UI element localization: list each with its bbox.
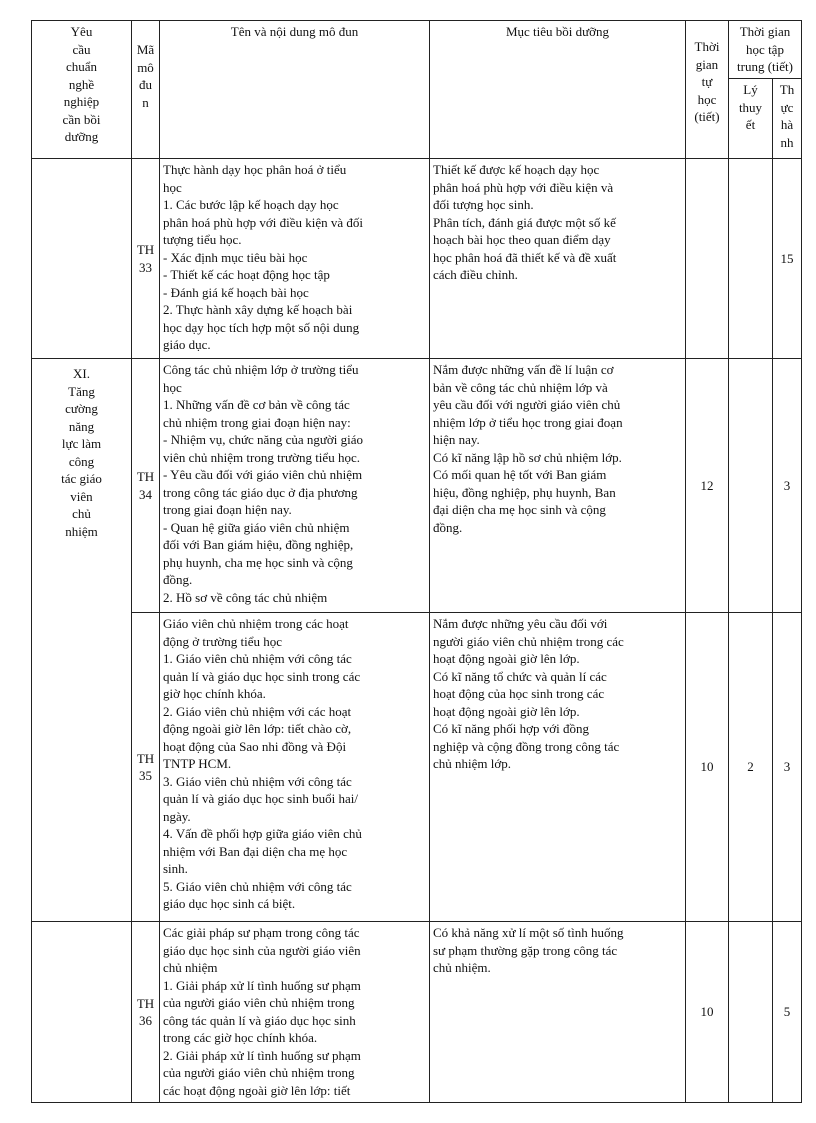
text-line: hoạt động của Sao nhi đồng và Đội (163, 738, 347, 754)
text-line: viên chủ nhiệm trong trường tiểu học. (163, 449, 360, 465)
text-line: năng (68, 418, 95, 434)
text-line: - Xác định mục tiêu bài học (163, 249, 308, 265)
text-line: ngày. (163, 808, 191, 824)
text-line: đại diện cha mẹ học sinh và cộng (433, 502, 606, 517)
text-line: 1. Các bước lập kế hoạch dạy học (163, 197, 339, 212)
text-line: quản lí và giáo dục học sinh buổi hai/ (163, 791, 358, 806)
text-line: hoạt động của học sinh trong các (433, 686, 605, 701)
practice-hours: 3 (773, 613, 802, 922)
header-requirement (32, 21, 132, 159)
text-line: Có khả năng xử lí một số tình huống (433, 925, 624, 940)
table-row (32, 359, 802, 613)
text-line: TH (136, 750, 155, 766)
text-line: - Yêu cầu đối với giáo viên chủ nhiệm (163, 467, 363, 482)
text-line: - Quan hệ giữa giáo viên chủ nhiệm (163, 519, 350, 535)
text-line: mô (137, 59, 154, 75)
text-line: tác giáo (61, 471, 102, 486)
module-content (160, 159, 430, 359)
curriculum-table (31, 20, 802, 1103)
text-line: chuẩn (65, 59, 98, 74)
text-line: 2. Hồ sơ về công tác chủ nhiệm (163, 589, 328, 605)
text-line: công (68, 453, 95, 469)
text-line: thuy (738, 99, 763, 115)
self-study-hours: 12 (686, 359, 729, 613)
text-line: các hoạt động ngoài giờ lên lớp: tiết (163, 1082, 351, 1098)
text-line: Giáo viên chủ nhiệm trong các hoạt (163, 616, 349, 631)
text-line: đồng. (163, 572, 193, 587)
text-line: gian (695, 56, 719, 72)
text-line: đối tượng học sinh. (433, 197, 534, 212)
practice-hours: 3 (773, 359, 802, 613)
text-line: phân hoá phù hợp với điều kiện và đối (163, 214, 364, 230)
text-line: người giáo viên chủ nhiệm trong các (433, 633, 624, 649)
text-line: Yêu (70, 24, 93, 39)
text-line: 1. Giải pháp xử lí tình huống sư phạm (163, 977, 361, 993)
text-line: Lý (743, 82, 758, 97)
self-study-hours (686, 159, 729, 359)
module-code (132, 613, 160, 922)
header-focused (729, 21, 802, 79)
header-practice (773, 79, 802, 159)
text-line: nhiệm (65, 523, 98, 539)
self-study-hours: 10 (686, 922, 729, 1103)
practice-hours: 15 (773, 159, 802, 359)
module-goal (430, 613, 686, 922)
theory-hours: 2 (729, 613, 773, 922)
text-line: nh (780, 134, 794, 150)
text-line: XI. (73, 366, 90, 381)
text-line: giáo dục học sinh cá biệt. (163, 896, 296, 911)
text-line: cần bồi (62, 111, 101, 127)
text-line: cách điều chỉnh. (433, 267, 518, 282)
text-line: bản về công tác chủ nhiệm lớp và (433, 379, 608, 395)
text-line: trong giai đoạn hiện nay. (163, 502, 292, 517)
text-line: học (163, 179, 182, 195)
text-line: động ngoài giờ lên lớp: tiết chào cờ, (163, 721, 352, 736)
text-line: nghề (68, 76, 95, 92)
text-line: TNTP HCM. (163, 756, 232, 771)
text-line: giờ học chính khóa. (163, 686, 266, 701)
text-line: 1. Những vấn đề cơ bản về công tác (163, 397, 350, 412)
text-line: n (142, 94, 149, 110)
text-line: tự (701, 74, 713, 89)
text-line: học (697, 91, 717, 107)
text-line: trung (tiết) (737, 59, 793, 74)
text-line: Tăng (68, 383, 95, 399)
module-code (132, 359, 160, 613)
text-line: đu (139, 77, 152, 92)
text-line: giáo dục. (163, 337, 211, 352)
theory-hours (729, 922, 773, 1103)
text-line: 3. Giáo viên chủ nhiệm với công tác (163, 773, 352, 789)
module-content (160, 359, 430, 613)
text-line: (tiết) (694, 109, 720, 124)
text-line: học tập (746, 41, 784, 57)
module-code (132, 159, 160, 359)
text-line: ết (745, 117, 756, 132)
text-line: hoạch bài học theo quan điểm dạy (433, 232, 611, 247)
text-line: 4. Vấn đề phối hợp giữa giáo viên chủ (163, 826, 362, 841)
text-line: lực làm (61, 436, 102, 451)
header-theory (729, 79, 773, 159)
text-line: giáo dục học sinh của người giáo viên (163, 942, 361, 958)
text-line: ực (780, 99, 794, 115)
text-line: trong công tác giáo dục ở địa phương (163, 484, 358, 500)
text-line: động ở trường tiểu học (163, 633, 282, 649)
text-line: Thiết kế được kế hoạch dạy học (433, 162, 600, 177)
text-line: đối với Ban giám hiệu, đồng nghiệp, (163, 537, 354, 552)
text-line: - Đánh giá kế hoạch bài học (163, 284, 309, 300)
text-line: chủ nhiệm (163, 960, 218, 975)
module-goal (430, 359, 686, 613)
text-line: cầu (72, 41, 91, 57)
text-line: chủ nhiệm trong giai đoạn hiện nay: (163, 414, 351, 430)
text-line: 33 (139, 259, 152, 275)
text-line: dưỡng (64, 129, 99, 144)
requirement-cell (32, 359, 132, 922)
text-line: 1. Giáo viên chủ nhiệm với công tác (163, 651, 352, 666)
text-line: hiện nay. (433, 432, 480, 447)
text-line: hà (780, 117, 794, 132)
text-line: 5. Giáo viên chủ nhiệm với công tác (163, 878, 352, 894)
text-line: Công tác chủ nhiệm lớp ở trường tiểu (163, 362, 359, 377)
practice-hours: 5 (773, 922, 802, 1103)
header-goal: Mục tiêu bồi dưỡng (430, 21, 686, 159)
theory-hours (729, 159, 773, 359)
text-line: chủ (72, 506, 91, 521)
text-line: TH (136, 995, 155, 1011)
text-line: nhiệm với Ban đại diện cha mẹ học (163, 843, 348, 859)
text-line: học (163, 379, 182, 395)
text-line: phụ huynh, cha mẹ học sinh và cộng (163, 554, 353, 570)
text-line: hoạt động ngoài giờ lên lớp. (433, 703, 580, 719)
text-line: Phân tích, đánh giá được một số kế (433, 214, 616, 230)
text-line: hoạt động ngoài giờ lên lớp. (433, 651, 580, 666)
text-line: Th (779, 82, 795, 97)
text-line: công tác quản lí và giáo dục học sinh (163, 1012, 356, 1028)
header-row-1 (32, 21, 802, 79)
module-code (132, 922, 160, 1103)
table-row (32, 613, 802, 922)
text-line: 2. Giáo viên chủ nhiệm với các hoạt (163, 703, 352, 719)
text-line: TH (136, 469, 155, 484)
module-goal (430, 159, 686, 359)
requirement-cell (32, 159, 132, 359)
text-line: 2. Thực hành xây dựng kế hoạch bài (163, 302, 353, 317)
text-line: Mã (136, 42, 155, 57)
module-goal (430, 922, 686, 1103)
text-line: nghiệp và cộng đồng trong công tác (433, 738, 620, 754)
text-line: học dạy học tích hợp một số nội dung (163, 319, 360, 335)
text-line: Có kĩ năng tổ chức và quản lí các (433, 668, 607, 684)
text-line: chủ nhiệm. (433, 960, 491, 975)
text-line: sinh. (163, 861, 188, 876)
header-self-study (686, 21, 729, 159)
text-line: sư phạm thường gặp trong công tác (433, 942, 618, 958)
module-content (160, 922, 430, 1103)
module-content (160, 613, 430, 922)
theory-hours (729, 359, 773, 613)
text-line: Nắm được những vấn đề lí luận cơ (433, 362, 614, 377)
text-line: trong các giờ học chính khóa. (163, 1030, 318, 1045)
text-line: Có kĩ năng phối hợp với đồng (433, 721, 590, 736)
text-line: Thực hành dạy học phân hoá ở tiểu (163, 162, 347, 177)
table-row (32, 159, 802, 359)
text-line: TH (136, 242, 155, 257)
header-module: Tên và nội dung mô đun (160, 21, 430, 159)
text-line: học phân hoá đã thiết kế và đề xuất (433, 249, 617, 265)
text-line: - Nhiệm vụ, chức năng của người giáo (163, 432, 364, 447)
text-line: Nắm được những yêu cầu đối với (433, 616, 608, 631)
text-line: 36 (139, 1013, 152, 1028)
text-line: tượng tiểu học. (163, 232, 242, 247)
text-line: Thời (694, 39, 720, 54)
text-line: Có kĩ năng lập hồ sơ chủ nhiệm lớp. (433, 449, 622, 465)
requirement-cell (32, 922, 132, 1103)
text-line: của người giáo viên chủ nhiệm trong (163, 1065, 355, 1080)
self-study-hours: 10 (686, 613, 729, 922)
text-line: yêu cầu đối với người giáo viên chủ (433, 397, 621, 412)
text-line: cường (65, 401, 98, 416)
text-line: chủ nhiệm lớp. (433, 756, 511, 771)
text-line: quản lí và giáo dục học sinh trong các (163, 668, 361, 684)
text-line: nghiệp (63, 94, 100, 109)
text-line: viên (70, 488, 93, 504)
header-code (132, 21, 160, 159)
text-line: Thời gian (739, 24, 791, 39)
text-line: 35 (139, 768, 152, 783)
text-line: Có mối quan hệ tốt với Ban giám (433, 467, 607, 482)
text-line: Các giải pháp sư phạm trong công tác (163, 925, 360, 940)
text-line: 2. Giải pháp xử lí tình huống sư phạm (163, 1047, 361, 1063)
text-line: đồng. (433, 519, 463, 535)
text-line: nhiệm lớp ở tiểu học trong giai đoạn (433, 414, 623, 430)
text-line: 34 (139, 486, 152, 502)
text-line: của người giáo viên chủ nhiệm trong (163, 995, 355, 1010)
table-row (32, 922, 802, 1103)
text-line: hiệu, đồng nghiệp, phụ huynh, Ban (433, 484, 616, 500)
text-line: - Thiết kế các hoạt động học tập (163, 267, 330, 282)
text-line: phân hoá phù hợp với điều kiện và (433, 179, 614, 195)
